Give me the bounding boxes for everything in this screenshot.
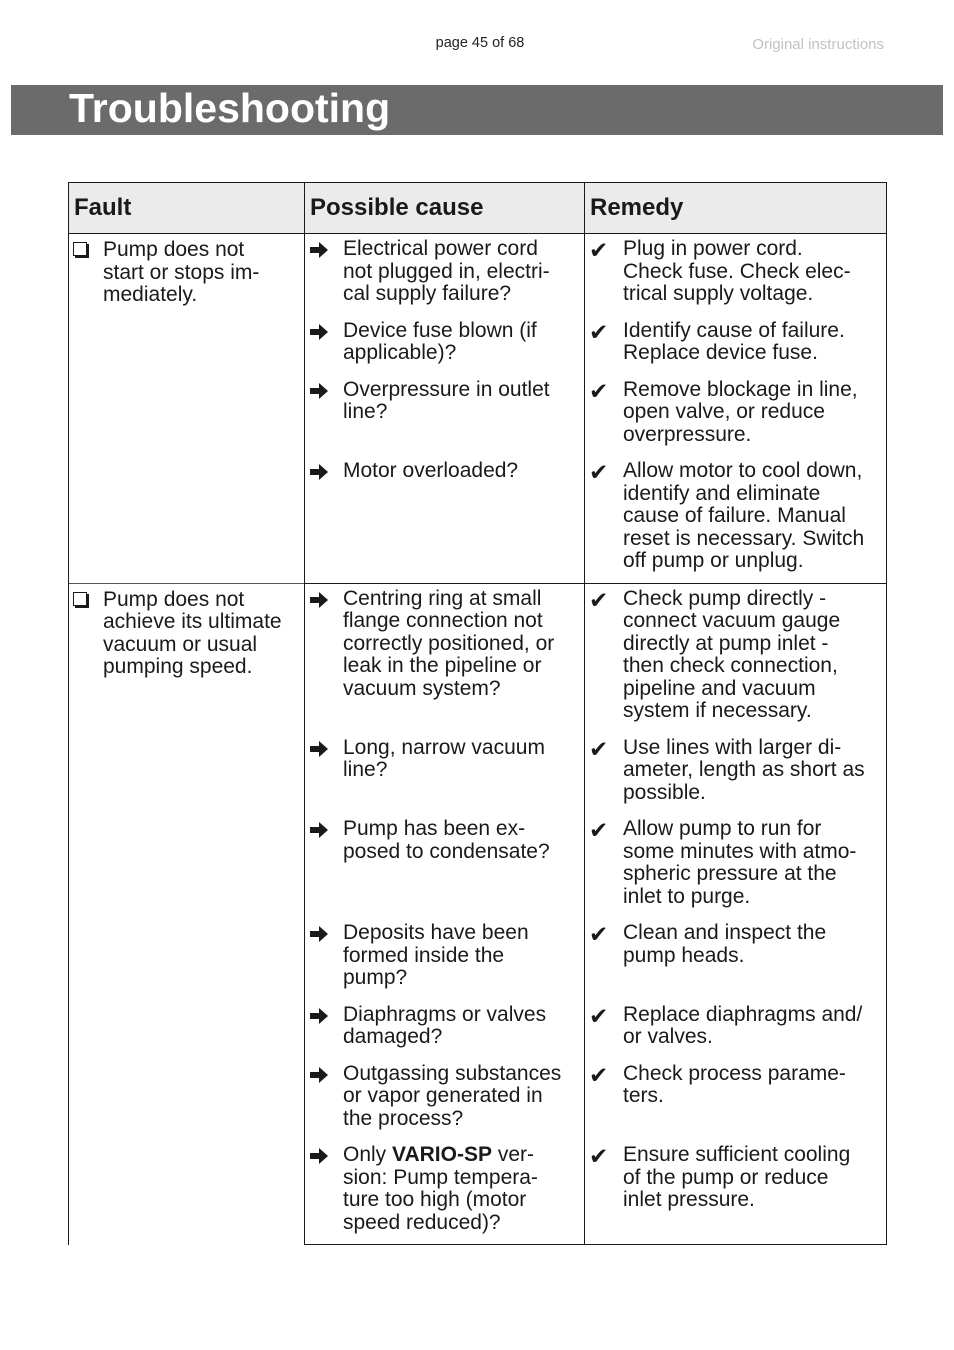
cause-text: Diaphragms or valves damaged? <box>343 1002 547 1048</box>
fault-text: Pump does not start or stops im- mediately. <box>103 238 260 306</box>
cause-entry <box>309 588 580 715</box>
checkbox-icon <box>73 239 103 256</box>
checkmark-icon: ✔ <box>589 378 609 405</box>
cause-entry <box>309 737 580 796</box>
cause-prefix: Only <box>343 1143 393 1166</box>
checkmark-icon: ✔ <box>589 922 609 948</box>
cause-entry <box>309 379 580 438</box>
checkbox-icon <box>73 589 103 606</box>
remedy-text: Allow motor to cool down, identify and eliminate cause of failure. Manual reset is necessary. Switch off pump or unplug. <box>623 459 865 572</box>
fault-text: Pump does not achieve its ultimate vacuum or usual pumping speed. <box>103 587 282 678</box>
arrow-right-icon <box>309 922 343 943</box>
header-note: Original instructions <box>752 36 884 53</box>
checkmark-icon: ✔ <box>589 736 609 763</box>
cause-cell <box>305 1004 585 1063</box>
cause-entry <box>309 238 580 320</box>
cause-entry <box>309 460 580 493</box>
checkmark-icon: ✔ <box>589 460 609 486</box>
checkmark-icon: ✔ <box>589 319 609 346</box>
remedy-text: Ensure sufficient cooling of the pump or reduce inlet pressure. <box>623 1143 851 1211</box>
cause-text <box>343 1144 580 1234</box>
checkmark-icon: ✔ <box>589 238 609 264</box>
remedy-entry <box>589 379 882 461</box>
cause-text: Device fuse blown (if applicable)? <box>343 318 537 364</box>
remedy-entry <box>589 320 882 379</box>
cause-text: Deposits have been formed inside the pump? <box>343 921 529 989</box>
checkmark-icon: ✔ <box>589 1062 609 1089</box>
remedy-text: Allow pump to run for some minutes with atmo- spheric pressure at the inlet to purge. <box>623 817 857 908</box>
remedy-cell <box>585 922 887 1004</box>
checkmark-icon: ✔ <box>589 818 609 844</box>
remedy-cell <box>585 460 887 583</box>
remedy-entry <box>589 238 882 320</box>
remedy-entry <box>589 588 882 737</box>
cause-entry <box>309 922 580 1004</box>
remedy-cell <box>585 818 887 922</box>
checkmark-icon: ✔ <box>589 1003 609 1030</box>
arrow-right-icon <box>309 320 343 341</box>
remedy-text: Plug in power cord. Check fuse. Check elec- trical supply voltage. <box>623 237 851 305</box>
cause-cell <box>305 234 585 320</box>
fault-cell <box>69 234 305 584</box>
cause-cell <box>305 583 585 737</box>
cause-cell <box>305 737 585 819</box>
cause-text: Motor overloaded? <box>343 459 519 482</box>
cause-text: Long, narrow vacuum line? <box>343 735 545 781</box>
arrow-right-icon <box>309 460 343 481</box>
cause-text: Outgassing substances or vapor generated in the process? <box>343 1061 562 1130</box>
arrow-right-icon <box>309 737 343 758</box>
arrow-right-icon <box>309 1063 343 1084</box>
checkmark-icon: ✔ <box>589 1144 609 1170</box>
cause-entry <box>309 1063 580 1145</box>
remedy-cell <box>585 1063 887 1145</box>
arrow-right-icon <box>309 818 343 839</box>
remedy-text: Replace diaphragms and/ or valves. <box>623 1002 863 1048</box>
cause-entry <box>309 1144 580 1244</box>
cause-cell <box>305 460 585 583</box>
remedy-entry <box>589 1144 882 1222</box>
remedy-cell <box>585 1144 887 1245</box>
remedy-entry <box>589 460 882 583</box>
remedy-text: Check pump directly - connect vacuum gauge directly at pump inlet - then check connection, pipeline and vacuum system if necessary. <box>623 586 841 722</box>
remedy-cell <box>585 379 887 461</box>
cause-cell <box>305 922 585 1004</box>
remedy-cell <box>585 320 887 379</box>
page-title: Troubleshooting <box>69 85 391 131</box>
remedy-text: Check process parame- ters. <box>623 1061 846 1107</box>
arrow-right-icon <box>309 588 343 609</box>
table-row <box>69 234 887 320</box>
remedy-text: Identify cause of failure. Replace device fuse. <box>623 318 845 364</box>
cause-entry <box>309 818 580 877</box>
cause-suffix: ver- sion: Pump tempera- ture too high (motor speed reduced)? <box>343 1143 538 1234</box>
remedy-cell <box>585 583 887 737</box>
table-header-row <box>69 183 887 234</box>
checkmark-icon: ✔ <box>589 587 609 614</box>
arrow-right-icon <box>309 238 343 259</box>
page-number: page 45 of 68 <box>435 35 525 51</box>
cause-text: Pump has been ex- posed to condensate? <box>343 817 550 863</box>
cause-cell <box>305 1063 585 1145</box>
title-bar <box>11 85 943 135</box>
remedy-entry <box>589 1063 882 1122</box>
header-fault: Fault <box>69 183 305 234</box>
remedy-cell <box>585 234 887 320</box>
remedy-cell <box>585 1004 887 1063</box>
arrow-right-icon <box>309 1004 343 1025</box>
header-remedy: Remedy <box>585 183 887 234</box>
remedy-entry <box>589 818 882 922</box>
cause-entry <box>309 1004 580 1063</box>
arrow-right-icon <box>309 1144 343 1165</box>
remedy-entry <box>589 1004 882 1063</box>
remedy-entry <box>589 922 882 981</box>
table-row <box>69 583 887 737</box>
fault-cell <box>69 583 305 1245</box>
cause-cell <box>305 379 585 461</box>
fault-entry <box>73 239 300 321</box>
cause-cell <box>305 320 585 379</box>
cause-text: Overpressure in outlet line? <box>343 377 550 423</box>
remedy-cell <box>585 737 887 819</box>
cause-entry <box>309 320 580 379</box>
remedy-text: Remove blockage in line, open valve, or reduce overpressure. <box>623 377 858 446</box>
fault-entry <box>73 589 300 693</box>
remedy-entry <box>589 737 882 819</box>
header-possible-cause: Possible cause <box>305 183 585 234</box>
troubleshooting-table <box>68 182 887 1245</box>
remedy-text: Clean and inspect the pump heads. <box>623 921 827 967</box>
remedy-text: Use lines with larger di- ameter, length as short as possible. <box>623 735 865 804</box>
cause-text: Electrical power cord not plugged in, electri- cal supply failure? <box>343 237 550 305</box>
cause-cell <box>305 818 585 922</box>
arrow-right-icon <box>309 379 343 400</box>
cause-text: Centring ring at small flange connection not correctly positioned, or leak in the pipeline or vacuum system? <box>343 586 555 700</box>
product-name-bold: VARIO-SP <box>392 1143 492 1166</box>
cause-cell <box>305 1144 585 1245</box>
